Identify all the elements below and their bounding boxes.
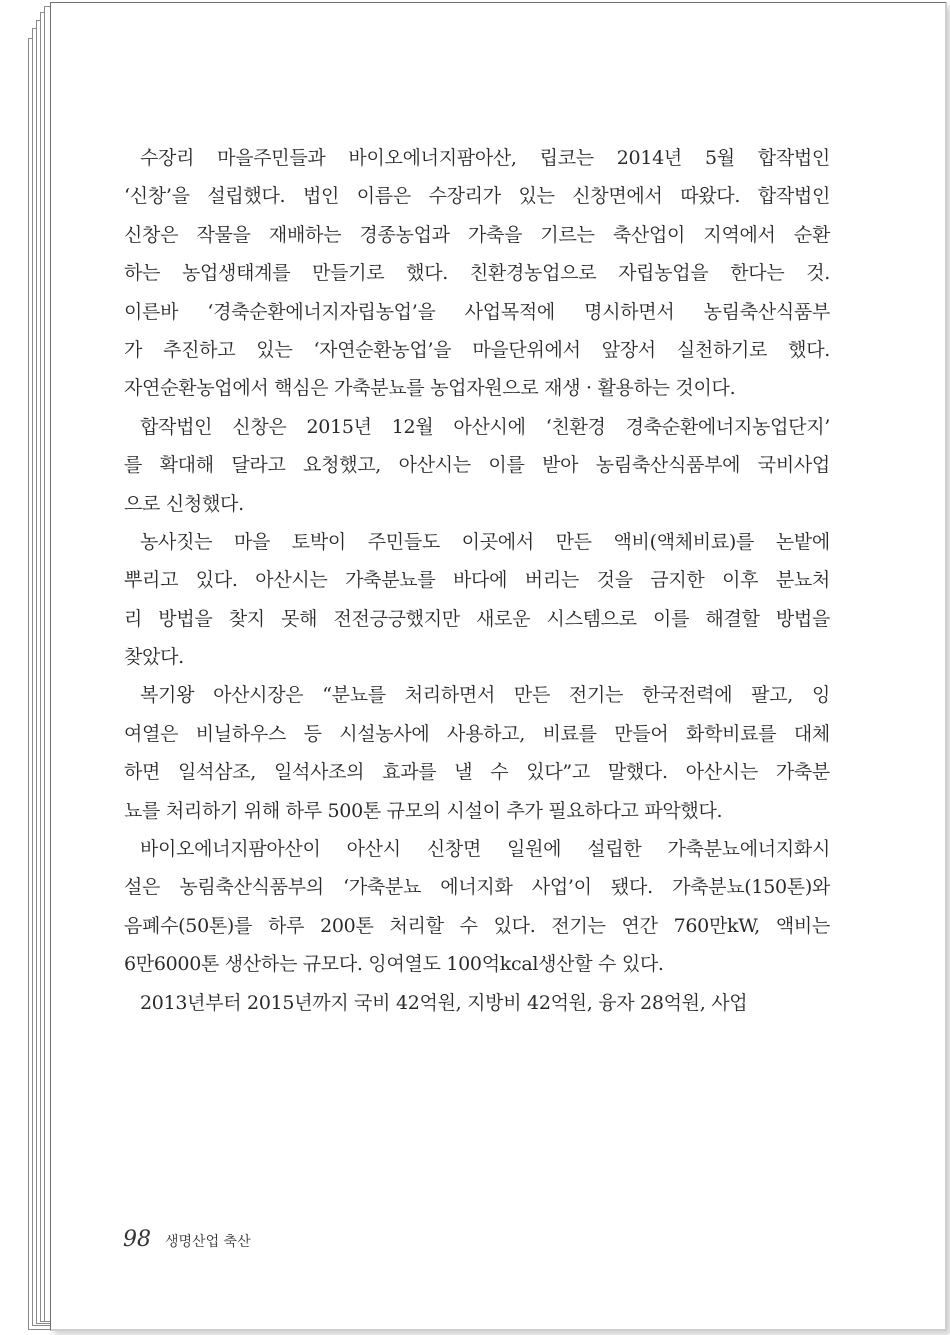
paragraph [124,523,830,677]
text-line: 뿌리고 있다. 아산시는 가축분뇨를 바다에 버리는 것을 금지한 이후 분뇨처 [124,569,830,592]
text-line: 하는 농업생태계를 만들기로 했다. 친환경농업으로 자립농업을 한다는 것. [124,262,830,285]
paragraph [124,408,830,523]
text-line: 가 추진하고 있는 ‘자연순환농업’을 마을단위에서 앞장서 실천하기로 했다. [124,338,830,361]
text-line: ‘신창’을 설립했다. 법인 이름은 수장리가 있는 신창면에서 따왔다. 합작법인 [124,185,830,208]
text-line: 이른바 ‘경축순환에너지자립농업’을 사업목적에 명시하면서 농림축산식품부 [124,300,830,323]
text-line: 복기왕 아산시장은 “분뇨를 처리하면서 만든 전기는 한국전력에 팔고, 잉 [140,684,830,707]
book-page [50,2,947,1331]
paragraph [124,984,830,1022]
paragraph [124,139,830,408]
text-line: 수장리 마을주민들과 바이오에너지팜아산, 립코는 2014년 5월 합작법인 [140,147,830,169]
text-line: 합작법인 신창은 2015년 12월 아산시에 ‘친환경 경축순환에너지농업단지’ [140,415,830,438]
text-line: 바이오에너지팜아산이 아산시 신창면 일원에 설립한 가축분뇨에너지화시 [140,838,830,861]
text-line: 2013년부터 2015년까지 국비 42억원, 지방비 42억원, 융자 28억원, 사업 [140,991,748,1014]
text-line: 리 방법을 찾지 못해 전전긍긍했지만 새로운 시스템으로 이를 해결할 방법을 [124,607,830,630]
paragraph [124,830,830,984]
text-line: 6만6000톤 생산하는 규모다. 잉여열도 100억kcal생산할 수 있다. [124,953,664,976]
text-line: 음폐수(50톤)를 하루 200톤 처리할 수 있다. 전기는 연간 760만kW, 액비는 [124,914,830,937]
text-line: 뇨를 처리하기 위해 하루 500톤 규모의 시설이 추가 필요하다고 파악했다. [124,799,723,822]
page-footer [123,1227,251,1252]
text-line: 설은 농림축산식품부의 ‘가축분뇨 에너지화 사업’이 됐다. 가축분뇨(150톤)와 [124,876,830,899]
page-number: 98 [123,1227,151,1252]
text-line: 신창은 작물을 재배하는 경종농업과 가축을 기르는 축산업이 지역에서 순환 [124,223,830,246]
text-line: 농사짓는 마을 토박이 주민들도 이곳에서 만든 액비(액체비료)를 논밭에 [140,530,830,553]
text-line: 으로 신청했다. [124,492,244,515]
text-line: 여열은 비닐하우스 등 시설농사에 사용하고, 비료를 만들어 화학비료를 대체 [124,722,830,745]
text-line: 자연순환농업에서 핵심은 가축분뇨를 농업자원으로 재생 · 활용하는 것이다. [124,377,736,400]
text-line: 하면 일석삼조, 일석사조의 효과를 낼 수 있다”고 말했다. 아산시는 가축분 [124,761,830,784]
body-text [124,139,830,1022]
text-line: 를 확대해 달라고 요청했고, 아산시는 이를 받아 농림축산식품부에 국비사업 [124,454,830,477]
paragraph [124,676,830,830]
text-line: 찾았다. [124,646,184,669]
running-title: 생명산업 축산 [165,1234,251,1250]
